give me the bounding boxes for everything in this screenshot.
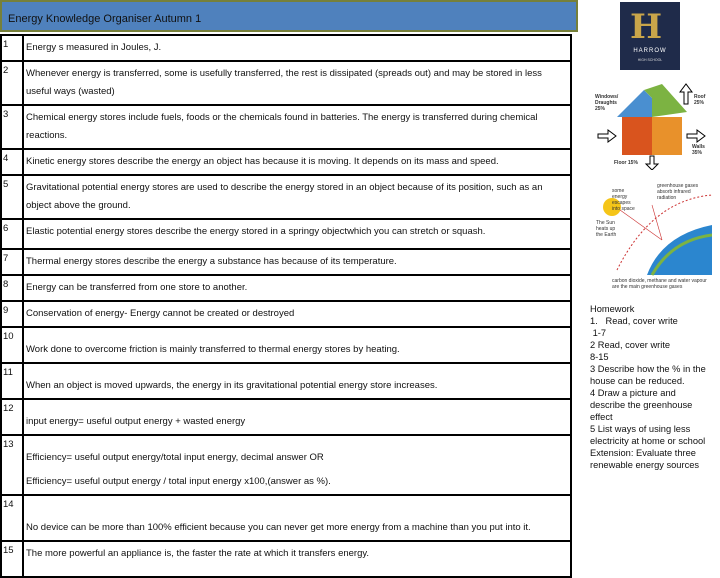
homework-item: 2 Read, cover write: [590, 340, 671, 350]
table-row: [1, 61, 571, 105]
row-text: [23, 399, 571, 435]
table-row: [1, 301, 571, 327]
homework-item: Extension: Evaluate three renewable energy sources: [590, 448, 700, 470]
row-text: [23, 327, 571, 363]
row-statement: Gravitational potential energy stores are used to describe the energy stored in an object because of its position, such as an object above the ground.: [26, 182, 543, 211]
greenhouse-effect-image: [592, 180, 712, 290]
row-statement: No device can be more than 100% efficient because you can never get more energy from a machine than you put into it.: [26, 522, 531, 533]
table-row: [1, 327, 571, 363]
row-statement: Energy s measured in Joules, J.: [26, 42, 162, 53]
page-title: Energy Knowledge Organiser Autumn 1: [8, 13, 202, 25]
row-text: [23, 363, 571, 399]
table-row: [1, 275, 571, 301]
row-statement: Kinetic energy stores describe the energy an object has because it is moving. It depends on its mass and speed.: [26, 156, 499, 167]
row-number: 15: [1, 541, 23, 577]
windows-label: Windows/ Draughts 25%: [595, 94, 619, 112]
table-row: [1, 249, 571, 275]
row-text: [23, 435, 571, 495]
table-row: [1, 105, 571, 149]
row-number: 3: [1, 105, 23, 149]
row-statement: Conservation of energy- Energy cannot be created or destroyed: [26, 308, 295, 319]
walls-label: Walls 35%: [692, 144, 705, 156]
table-row: [1, 149, 571, 175]
row-statement-2: Efficiency= useful output energy / total input energy x100,(answer as %).: [26, 476, 331, 487]
table-row: [1, 175, 571, 219]
table-row: [1, 363, 571, 399]
row-number: 10: [1, 327, 23, 363]
row-statement: When an object is moved upwards, the energy in its gravitational potential energy store increases.: [26, 380, 438, 391]
homework-item: 3 Describe how the % in the house can be reduced.: [590, 364, 709, 386]
row-number: 13: [1, 435, 23, 495]
row-statement: The more powerful an appliance is, the faster the rate at which it transfers energy.: [26, 548, 370, 559]
row-text: [23, 301, 571, 327]
caption-label: carbon dioxide, methane and water vapour are the main greenhouse gases: [612, 278, 707, 290]
table-row: [1, 35, 571, 61]
row-number: 8: [1, 275, 23, 301]
homework-heading: Homework: [590, 304, 635, 314]
logo-text: HARROW: [633, 48, 667, 54]
row-number: 7: [1, 249, 23, 275]
roof-label: Roof 25%: [694, 94, 706, 106]
row-text: [23, 275, 571, 301]
row-text: [23, 175, 571, 219]
row-text: [23, 149, 571, 175]
row-number: 9: [1, 301, 23, 327]
homework-item: 8-15: [590, 352, 609, 362]
homework-item: 5 List ways of using less electricity at home or school: [590, 424, 706, 446]
gases-label: greenhouse gases absorb infrared radiation: [657, 183, 699, 201]
row-number: 1: [1, 35, 23, 61]
row-number: 6: [1, 219, 23, 249]
row-number: 2: [1, 61, 23, 105]
row-text: [23, 105, 571, 149]
sun-label: The Sun heats up the Earth: [596, 220, 617, 238]
table-row: [1, 495, 571, 541]
title-banner: [0, 0, 578, 32]
knowledge-table: [0, 34, 572, 578]
house-heat-loss-image: [592, 82, 712, 170]
homework-item: 4 Draw a picture and describe the greenhouse effect: [590, 388, 695, 422]
homework-list: [590, 303, 710, 471]
table-row: [1, 399, 571, 435]
homework-item: 1-7: [590, 328, 607, 338]
row-statement: Whenever energy is transferred, some is usefully transferred, the rest is dissipated (spreads out) and may be stored in less useful ways (wasted): [26, 68, 542, 97]
row-statement: Thermal energy stores describe the energy a substance has because of its temperature.: [26, 256, 397, 267]
school-logo: [620, 2, 680, 70]
logo-h-icon: H: [630, 7, 663, 47]
logo-subtitle: HIGH SCHOOL: [637, 58, 663, 62]
row-number: 4: [1, 149, 23, 175]
row-text: [23, 495, 571, 541]
row-text: [23, 35, 571, 61]
row-statement: Energy can be transferred from one store to another.: [26, 282, 248, 293]
row-text: [23, 61, 571, 105]
floor-label: Floor 15%: [614, 160, 638, 166]
row-statement: Efficiency= useful output energy/total input energy, decimal answer OR: [26, 452, 324, 463]
row-statement: Elastic potential energy stores describe the energy stored in a springy objectwhich you can stretch or squash.: [26, 226, 486, 237]
row-text: [23, 219, 571, 249]
escape-label: some energy escapes into space: [612, 188, 635, 212]
row-number: 5: [1, 175, 23, 219]
row-text: [23, 249, 571, 275]
row-number: 11: [1, 363, 23, 399]
row-statement: Chemical energy stores include fuels, foods or the chemicals found in batteries. The energy is transferred during chemical reactions.: [26, 112, 538, 141]
table-row: [1, 219, 571, 249]
table-row: [1, 435, 571, 495]
row-number: 14: [1, 495, 23, 541]
row-statement: input energy= useful output energy + wasted energy: [26, 416, 246, 427]
table-row: [1, 541, 571, 577]
row-number: 12: [1, 399, 23, 435]
homework-item: 1. Read, cover write: [590, 316, 678, 326]
row-text: [23, 541, 571, 577]
row-statement: Work done to overcome friction is mainly transferred to thermal energy stores by heating.: [26, 344, 400, 355]
